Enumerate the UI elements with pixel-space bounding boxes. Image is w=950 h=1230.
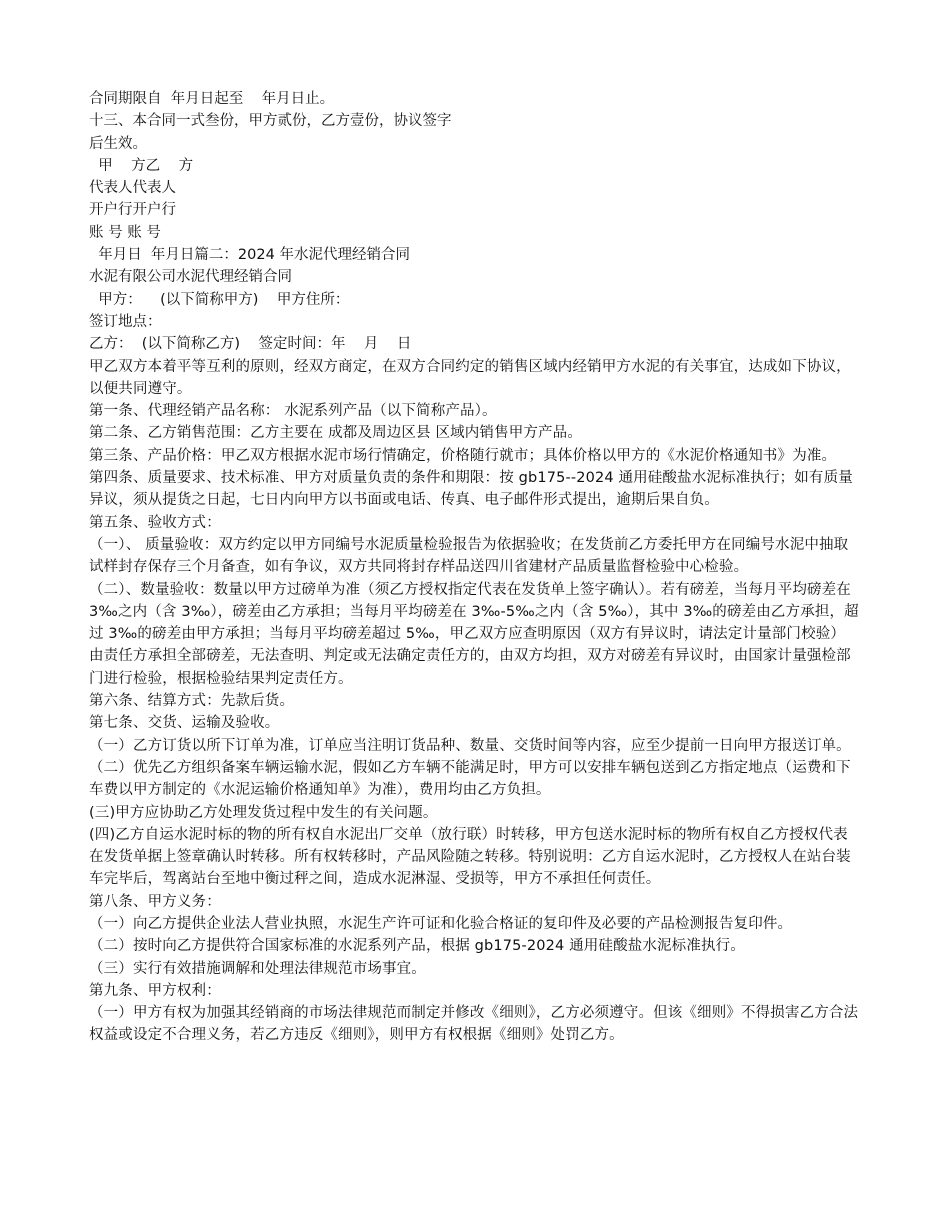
clause-13-continuation: 后生效。 <box>89 135 147 152</box>
article-9-item-1: （一）甲方有权为加强其经销商的市场法律规范而制定并修改《细则》，乙方必须遵守。但该《细则》不得损害乙方合法权益或设定不合理义务，若乙方违反《细则》，则甲方有权根据《细则》处罚乙方。 <box>89 1005 859 1044</box>
bank-labels: 开户行开户行 <box>89 202 176 219</box>
article-7-heading: 第七条、交货、运输及验收。 <box>89 715 280 732</box>
account-labels: 账 号 账 号 <box>89 224 161 241</box>
article-5-item-2: （二）、数量验收：数量以甲方过磅单为准（须乙方授权指定代表在发货单上签字确认）。若有磅差，当每月平均磅差在 3‰之内（含 3‰），磅差由乙方承担；当每月平均磅差在 3‰-5‰之内（含 5‰），其中 3‰的磅差由乙方承担，超过 3‰的磅差由甲方承担；当每月平均磅差超过 5‰，甲乙双方应查明原因（双方有异议时，请法定计量部门校验）由责任方承担全部磅差，无法查明、判定或无法确定责任方的，由双方均担，双方对磅差有异议时，由国家计量强检部门进行检验，根据检验结果判定责任方。 <box>89 581 859 687</box>
article-7-item-3: (三)甲方应协助乙方处理发货过程中发生的有关问题。 <box>89 804 438 821</box>
article-7-item-1: （一）乙方订货以所下订单为准，订单应当注明订货品种、数量、交货时间等内容，应至少提前一日向甲方报送订单。 <box>89 737 851 754</box>
article-5-heading: 第五条、验收方式： <box>89 514 221 531</box>
clause-13-line: 十三、本合同一式叁份，甲方贰份，乙方壹份，协议签字 <box>89 113 452 130</box>
article-7-item-4: (四)乙方自运水泥时标的物的所有权自水泥出厂交单（放行联）时转移，甲方包送水泥时标的物所有权自乙方授权代表在发货单据上签章确认时转移。所有权转移时，产品风险随之转移。特别说明：乙方自运水泥时，乙方授权人在站台装车完毕后，驾离站台至地中衡过秤之间，造成水泥淋湿、受损等，甲方不承担任何责任。 <box>89 826 851 888</box>
article-7-item-2: （二）优先乙方组织备案车辆运输水泥，假如乙方车辆不能满足时，甲方可以安排车辆包送到乙方指定地点（运费和下车费以甲方制定的《水泥运输价格通知单》为准），费用均由乙方负担。 <box>89 759 851 799</box>
representative-labels: 代表人代表人 <box>89 180 176 197</box>
article-6-paragraph: 第六条、结算方式：先款后货。 <box>89 693 295 710</box>
article-3-paragraph: 第三条、产品价格：甲乙双方根据水泥市场行情确定，价格随行就市；具体价格以甲方的《水泥价格通知书》为准。 <box>89 447 837 464</box>
party-b-line: 乙方： (以下简称乙方) 签定时间：年 月 日 <box>89 336 412 353</box>
contract-term-line: 合同期限自 年月日起至 年月日止。 <box>89 91 335 107</box>
article-8-item-2: （二）按时向乙方提供符合国家标准的水泥系列产品，根据 gb175-2024 通用硅酸盐水泥标准执行。 <box>89 938 745 955</box>
article-8-item-1: （一）向乙方提供企业法人营业执照，水泥生产许可证和化验合格证的复印件及必要的产品检测报告复印件。 <box>89 915 793 932</box>
article-1-paragraph: 第一条、代理经销产品名称： 水泥系列产品（以下简称产品）。 <box>89 403 497 420</box>
article-2-paragraph: 第二条、乙方销售范围：乙方主要在 成都及周边区县 区域内销售甲方产品。 <box>89 425 582 442</box>
contract-title: 水泥有限公司水泥代理经销合同 <box>89 269 292 286</box>
document-page <box>89 88 859 1047</box>
signing-place-line: 签订地点： <box>89 313 162 330</box>
article-9-heading: 第九条、甲方权利： <box>89 982 221 999</box>
preamble-paragraph: 甲乙双方本着平等互利的原则，经双方商定，在双方合同约定的销售区域内经销甲方水泥的有关事宜，达成如下协议，以便共同遵守。 <box>89 358 851 397</box>
date-and-section-title: 年月日 年月日篇二：2024 年水泥代理经销合同 <box>89 247 410 264</box>
article-5-item-1: （一）、 质量验收：双方约定以甲方同编号水泥质量检验报告为依据验收；在发货前乙方委托甲方在同编号水泥中抽取试样封存保存三个月备查，如有争议，双方共同将封存样品送四川省建材产品质量监督检验中心检验。 <box>89 536 849 576</box>
article-8-item-3: （三）实行有效措施调解和处理法律规范市场事宜。 <box>89 960 426 977</box>
article-8-heading: 第八条、甲方义务： <box>89 893 221 910</box>
party-a-line: 甲方： (以下简称甲方) 甲方住所： <box>89 291 350 308</box>
party-signature-labels: 甲 方乙 方 <box>89 157 194 174</box>
article-4-paragraph: 第四条、质量要求、技术标准、甲方对质量负责的条件和期限：按 gb175--2024 通用硅酸盐水泥标准执行；如有质量异议，须从提货之日起，七日内向甲方以书面或电话、传真、电子邮件形式提出，逾期后果自负。 <box>89 470 853 509</box>
